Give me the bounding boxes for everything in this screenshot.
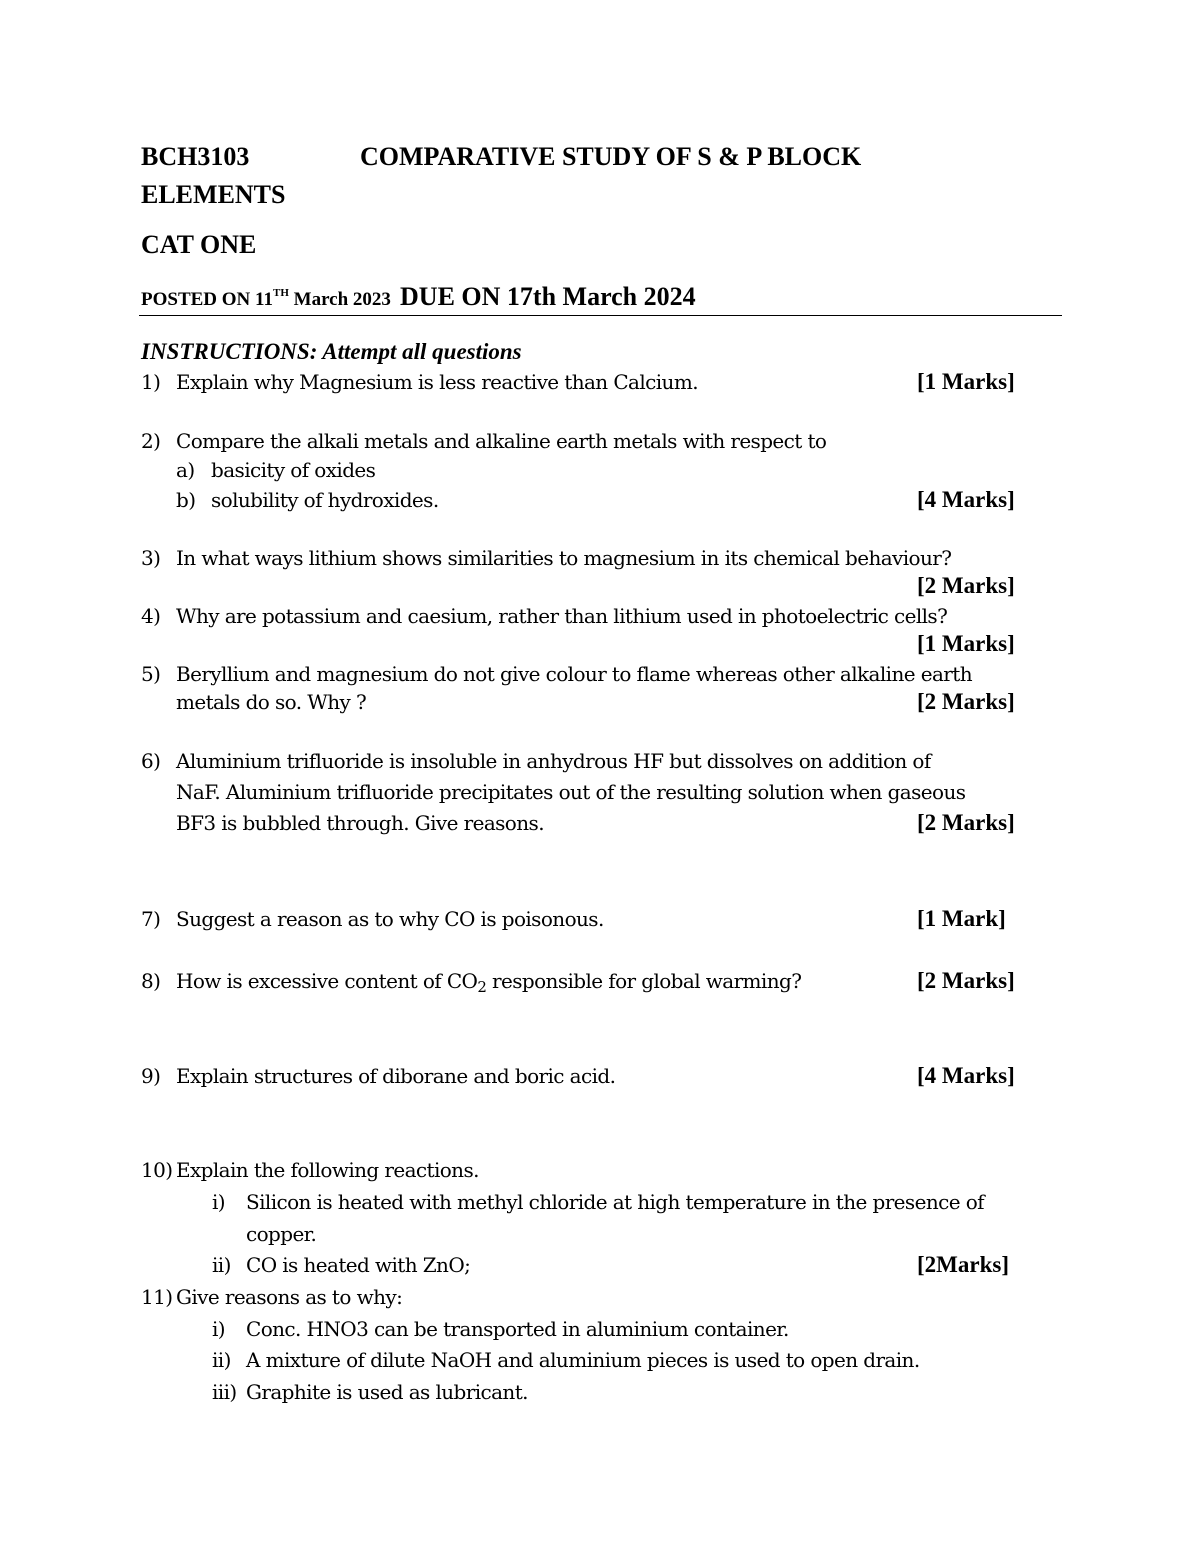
course-title-line2: ELEMENTS bbox=[141, 180, 286, 209]
question-text: Explain structures of diborane and boric acid. bbox=[176, 1064, 616, 1088]
sub-number: a) bbox=[176, 458, 195, 482]
question-number: 7) bbox=[141, 907, 161, 931]
question-text: NaF. Aluminium trifluoride precipitates out of the resulting solution when gaseous bbox=[176, 780, 966, 804]
marks: [2Marks] bbox=[917, 1252, 1009, 1277]
question-text: Give reasons as to why: bbox=[176, 1285, 403, 1309]
due-label: DUE ON 17th March 2024 bbox=[400, 282, 696, 311]
sub-text: A mixture of dilute NaOH and aluminium pieces is used to open drain. bbox=[246, 1348, 920, 1372]
instructions: INSTRUCTIONS: Attempt all questions bbox=[141, 339, 522, 364]
question-number: 10) bbox=[141, 1158, 173, 1182]
sub-text: Conc. HNO3 can be transported in aluminium container. bbox=[246, 1317, 789, 1341]
question-text: Compare the alkali metals and alkaline earth metals with respect to bbox=[176, 429, 827, 453]
marks: [1 Marks] bbox=[917, 369, 1015, 394]
sub-number: ii) bbox=[212, 1253, 231, 1277]
question-text: Suggest a reason as to why CO is poisonous. bbox=[176, 907, 604, 931]
sub-text: copper. bbox=[246, 1222, 317, 1246]
marks: [1 Mark] bbox=[917, 906, 1006, 931]
sub-text: solubility of hydroxides. bbox=[211, 488, 439, 512]
posted-label: POSTED ON 11TH March 2023 bbox=[141, 287, 391, 310]
question-number: 3) bbox=[141, 546, 161, 570]
question-text: Beryllium and magnesium do not give colour to flame whereas other alkaline earth bbox=[176, 662, 972, 686]
question-text: Aluminium trifluoride is insoluble in anhydrous HF but dissolves on addition of bbox=[176, 749, 931, 773]
sub-text: Graphite is used as lubricant. bbox=[246, 1380, 528, 1404]
course-title-line1: COMPARATIVE STUDY OF S & P BLOCK bbox=[360, 142, 862, 171]
header-rule bbox=[139, 315, 1062, 316]
question-number: 11) bbox=[141, 1285, 173, 1309]
date-line bbox=[141, 282, 696, 312]
question-text: Explain why Magnesium is less reactive than Calcium. bbox=[176, 370, 698, 394]
question-number: 2) bbox=[141, 429, 161, 453]
marks: [1 Marks] bbox=[917, 631, 1015, 656]
marks: [2 Marks] bbox=[917, 810, 1015, 835]
question-number: 4) bbox=[141, 604, 161, 628]
sub-number: ii) bbox=[212, 1348, 231, 1372]
marks: [4 Marks] bbox=[917, 487, 1015, 512]
marks: [4 Marks] bbox=[917, 1063, 1015, 1088]
sub-text: CO is heated with ZnO; bbox=[246, 1253, 471, 1277]
sub-number: b) bbox=[176, 488, 196, 512]
sub-number: i) bbox=[212, 1190, 225, 1214]
sub-text: basicity of oxides bbox=[211, 458, 376, 482]
sub-text: Silicon is heated with methyl chloride at high temperature in the presence of bbox=[246, 1190, 984, 1214]
marks: [2 Marks] bbox=[917, 689, 1015, 714]
question-text: Explain the following reactions. bbox=[176, 1158, 479, 1182]
sub-number: i) bbox=[212, 1317, 225, 1341]
question-number: 6) bbox=[141, 749, 161, 773]
sub-number: iii) bbox=[212, 1380, 237, 1404]
marks: [2 Marks] bbox=[917, 573, 1015, 598]
question-text: Why are potassium and caesium, rather than lithium used in photoelectric cells? bbox=[176, 604, 948, 628]
question-text: How is excessive content of $CO_2$ responsible for global warming? bbox=[176, 969, 802, 996]
question-text: In what ways lithium shows similarities to magnesium in its chemical behaviour? bbox=[176, 546, 952, 570]
course-code: BCH3103 bbox=[141, 142, 250, 171]
question-text: metals do so. Why ? bbox=[176, 690, 367, 714]
question-number: 1) bbox=[141, 370, 161, 394]
question-text: BF3 is bubbled through. Give reasons. bbox=[176, 811, 544, 835]
cat-title: CAT ONE bbox=[141, 230, 257, 259]
question-number: 9) bbox=[141, 1064, 161, 1088]
question-number: 5) bbox=[141, 662, 161, 686]
question-number: 8) bbox=[141, 969, 161, 993]
marks: [2 Marks] bbox=[917, 968, 1015, 993]
